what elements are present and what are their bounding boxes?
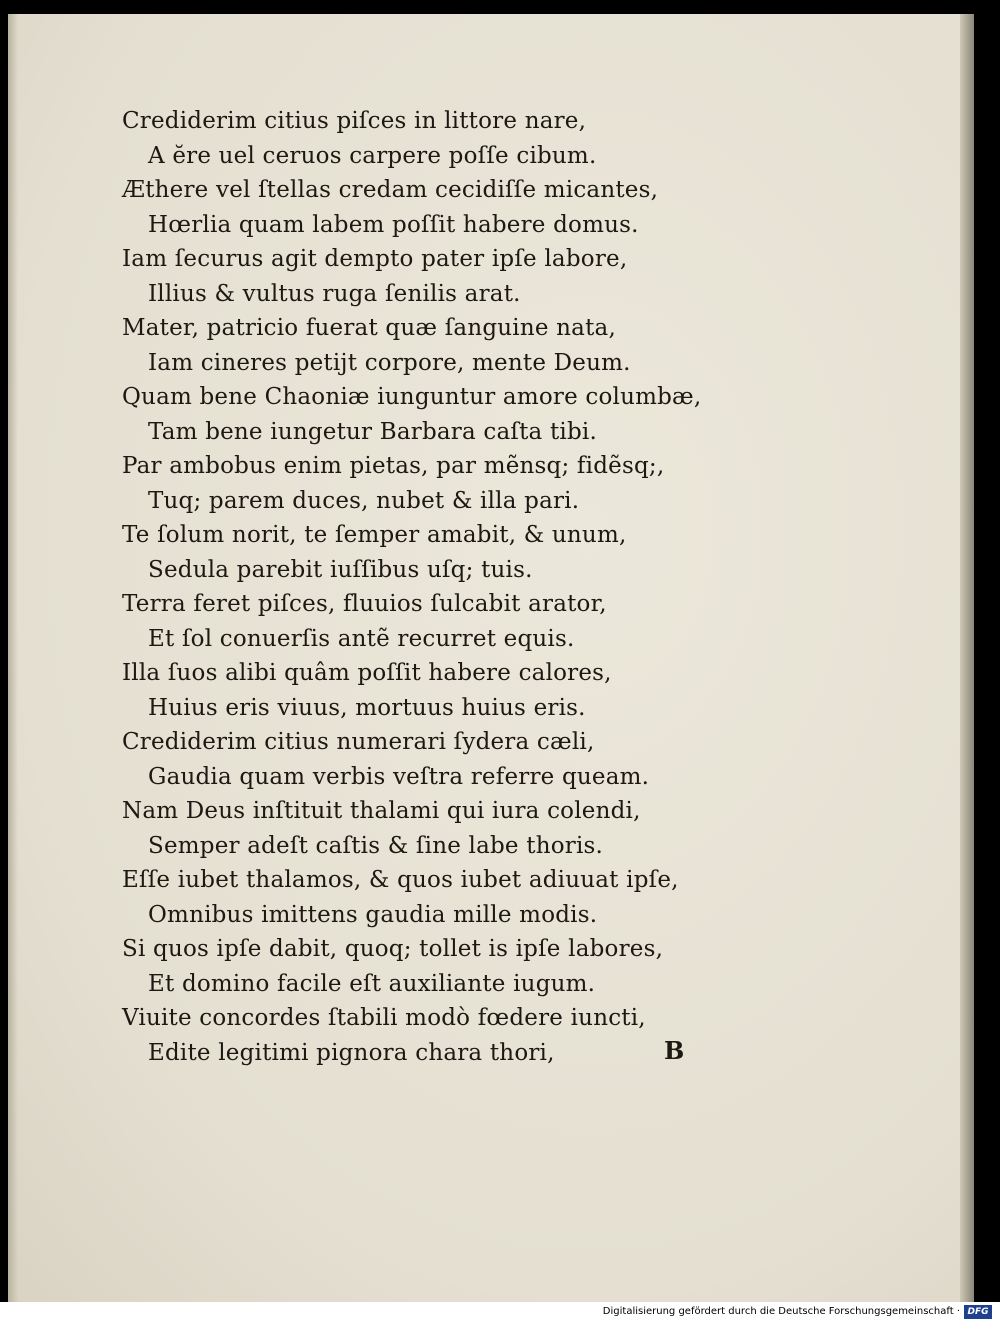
poem-line-5: Iam ſecurus agit dempto pater ipſe labore, [122,246,628,272]
poem-line-24: Omnibus imittens gaudia mille modis. [148,901,598,928]
footer-bar [0,1302,1000,1323]
poem-line-2: A ĕre uel ceruos carpere poſſe cibum. [148,142,597,169]
poem-line-7: Mater, patricio fuerat quæ ſanguine nata, [122,315,616,341]
poem-line-28: Edite legitimi pignora chara thori, [148,1039,555,1066]
poem-line-3: Æthere vel ſtellas credam cecidiſſe micantes, [122,177,659,203]
poem-line-26: Et domino facile eſt auxiliante iugum. [148,970,596,997]
poem-line-15: Terra feret piſces, fluuios ſulcabit arator, [122,591,607,617]
poem-line-6: Illius & vultus ruga ſenilis arat. [148,280,521,307]
poem-line-21: Nam Deus inſtituit thalami qui iura colendi, [122,798,641,824]
poem-line-22: Semper adeſt caſtis & ſine labe thoris. [148,832,604,859]
poem-line-4: Hœrlia quam labem poſſit habere domus. [148,211,639,238]
poem-line-1: Crediderim citius piſces in littore nare, [122,108,587,134]
poem-line-18: Huius eris viuus, mortuus huius eris. [148,694,586,721]
poem-line-10: Tam bene iungetur Barbara caſta tibi. [148,418,597,445]
poem-line-9: Quam bene Chaoniæ iunguntur amore columbæ, [122,384,702,410]
funding-credit[interactable]: Digitalisierung gefördert durch die Deutsche Forschungsgemeinschaft · [602,1306,960,1317]
poem-line-12: Tuq; parem duces, nubet & illa pari. [148,487,580,514]
poem-line-23: Eſſe iubet thalamos, & quos iubet adiuuat ipſe, [122,867,679,893]
poem-line-19: Crediderim citius numerari ſydera cæli, [122,729,595,755]
signature-mark: B [664,1036,685,1065]
poem-line-14: Sedula parebit iuſſibus uſq; tuis. [148,556,533,583]
poem-line-16: Et ſol conuerſis antẽ recurret equis. [148,625,575,652]
poem-line-25: Si quos ipſe dabit, quoq; tollet is ipſe labores, [122,936,664,962]
dfg-logo-icon[interactable]: DFG [964,1305,992,1319]
poem-line-27: Viuite concordes ſtabili modò fœdere iuncti, [122,1005,646,1031]
poem-text [0,104,960,1070]
poem-line-17: Illa ſuos alibi quâm poſſit habere calores, [122,660,612,686]
poem-line-20: Gaudia quam verbis veſtra referre queam. [148,763,650,790]
poem-line-11: Par ambobus enim pietas, par mẽnsq; fidẽsq;, [122,453,665,479]
poem-line-8: Iam cineres petijt corpore, mente Deum. [148,349,631,376]
poem-line-13: Te ſolum norit, te ſemper amabit, & unum, [122,522,627,548]
page-edge-shadow [960,14,974,1302]
